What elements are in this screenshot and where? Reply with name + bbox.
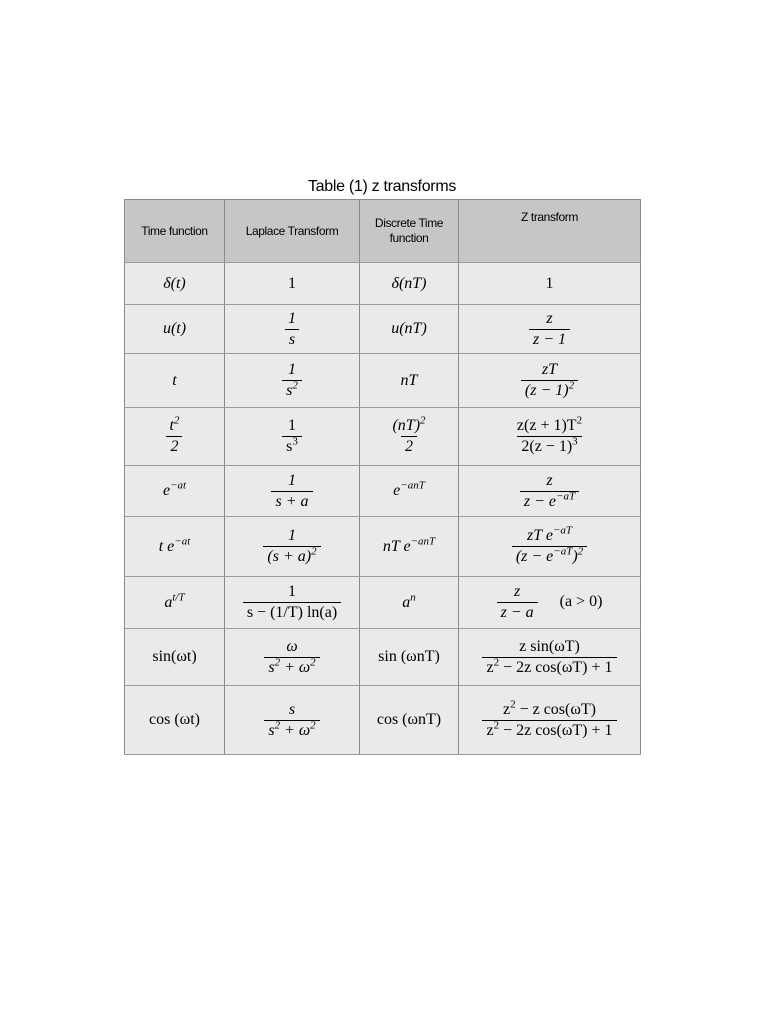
cell-z-transform <box>459 263 641 305</box>
cell-discrete <box>360 263 459 305</box>
cell-text: t <box>172 371 177 389</box>
denominator: $s^2 + \omega^2$ <box>264 720 319 740</box>
fraction <box>497 583 538 622</box>
superscript: 2 <box>310 719 316 732</box>
table-row <box>125 466 641 517</box>
numerator: 1 <box>288 527 296 544</box>
numerator: zT <box>541 361 558 378</box>
numerator: $z^2 - z$ cos(ωT) <box>502 698 596 718</box>
denominator: $z - e^{-aT}$ <box>520 491 579 511</box>
superscript: n <box>410 591 416 604</box>
cell-z-transform <box>459 629 641 686</box>
superscript: 2 <box>292 379 298 392</box>
cell-text: sin (ωnT) <box>378 648 440 665</box>
cell-z-transform <box>459 577 641 629</box>
superscript: 2 <box>576 414 583 427</box>
header-discrete-label: Discrete Time function <box>374 216 444 245</box>
condition-text: (a > 0) <box>559 593 603 611</box>
fraction <box>264 638 319 677</box>
numerator: 1 <box>288 309 296 327</box>
cell-discrete <box>360 517 459 577</box>
cell-time-function <box>125 263 225 305</box>
numerator: zT $e^{-aT}$ <box>527 524 572 544</box>
cell-text: cos (ωt) <box>149 711 200 728</box>
fraction <box>529 310 570 349</box>
cell-text: 1 <box>545 274 554 292</box>
cell-text: nT <box>400 371 418 389</box>
cell-laplace <box>225 686 360 755</box>
cell-text: t $e^{-at}$ <box>158 535 191 555</box>
superscript: −anT <box>400 479 425 492</box>
cell-text: cos (ωnT) <box>376 711 442 728</box>
cell-discrete <box>360 408 459 466</box>
denominator: 2 <box>166 436 182 456</box>
denominator: $(s + a)^2$ <box>263 546 320 566</box>
denominator: $z^2 - 2z$ cos(ωT) + 1 <box>482 720 616 740</box>
cell-time-function <box>125 629 225 686</box>
fraction <box>271 472 312 511</box>
numerator: z <box>546 471 553 489</box>
superscript: 2 <box>493 719 500 732</box>
denominator: 2 <box>401 436 417 456</box>
fraction <box>284 310 300 349</box>
fraction <box>243 583 341 622</box>
denominator: z − 1 <box>529 329 570 349</box>
cell-laplace <box>225 466 360 517</box>
cell-z-transform <box>459 686 641 755</box>
cell-discrete <box>360 629 459 686</box>
superscript: 2 <box>568 379 575 392</box>
cell-time-function <box>125 305 225 354</box>
cell-laplace <box>225 577 360 629</box>
table-row <box>125 408 641 466</box>
cell-text: u(t) <box>162 320 187 337</box>
header-row <box>125 200 641 263</box>
fraction <box>388 414 429 456</box>
header-discrete-time-function <box>360 200 459 263</box>
numerator: 1 <box>287 417 296 434</box>
fraction <box>512 524 587 566</box>
numerator: $t^2$ <box>169 414 180 434</box>
cell-z-transform <box>459 305 641 354</box>
numerator: z <box>546 309 553 327</box>
fraction <box>282 361 302 400</box>
fraction <box>166 414 184 456</box>
fraction <box>482 638 616 677</box>
header-z-transform: Z transform <box>459 200 641 263</box>
numerator: z sin(ωT) <box>519 637 580 655</box>
cell-text: $e^{-anT}$ <box>393 479 425 499</box>
denominator: $z^2 - 2z$ cos(ωT) + 1 <box>482 657 616 677</box>
cell-discrete <box>360 354 459 408</box>
cell-text: 1 <box>288 274 296 292</box>
superscript: 3 <box>292 435 298 448</box>
cell-text: sin(ωt) <box>152 648 197 665</box>
cell-time-function <box>125 517 225 577</box>
numerator: z <box>513 583 521 600</box>
numerator: s <box>288 700 296 718</box>
cell-time-function <box>125 466 225 517</box>
cell-z-transform <box>459 408 641 466</box>
cell-text: δ(t) <box>163 274 186 292</box>
cell-discrete <box>360 577 459 629</box>
denominator: $s^2$ <box>282 380 302 400</box>
superscript: 3 <box>572 435 578 448</box>
denominator: $(z - 1)^2$ <box>521 380 578 400</box>
table-row <box>125 686 641 755</box>
header-laplace-transform: Laplace Transform <box>225 200 360 263</box>
cell-text: $a^n$ <box>402 591 416 611</box>
cell-time-function <box>125 408 225 466</box>
table-row <box>125 263 641 305</box>
table-caption: Table (1) z transforms <box>307 178 457 195</box>
cell-text: u(nT) <box>391 320 427 337</box>
cell-laplace <box>225 305 360 354</box>
table-row <box>125 629 641 686</box>
cell-laplace <box>225 629 360 686</box>
numerator: 1 <box>287 361 296 378</box>
fraction <box>263 527 320 566</box>
cell-text: $a^{t/T}$ <box>164 591 185 611</box>
denominator: s + a <box>271 491 312 511</box>
cell-time-function <box>125 577 225 629</box>
fraction <box>264 701 319 740</box>
cell-laplace <box>225 354 360 408</box>
superscript: 2 <box>173 414 180 427</box>
superscript: 2 <box>311 545 317 558</box>
numerator: 1 <box>288 471 296 489</box>
numerator: ω <box>286 637 298 655</box>
superscript: −anT <box>410 535 436 548</box>
numerator: (nT)$^2$ <box>392 414 426 434</box>
header-time-function: Time function <box>125 200 225 263</box>
denominator: z − a <box>497 602 538 622</box>
cell-laplace <box>225 408 360 466</box>
cell-time-function <box>125 354 225 408</box>
cell-z-transform <box>459 517 641 577</box>
superscript: 2 <box>510 698 516 711</box>
cell-text: $e^{-at}$ <box>162 479 187 499</box>
cell-text: δ(nT) <box>391 274 427 292</box>
fraction <box>521 361 578 400</box>
cell-z-transform <box>459 466 641 517</box>
superscript: −aT <box>553 545 573 558</box>
denominator: $s^3$ <box>282 436 302 456</box>
cell-discrete <box>360 305 459 354</box>
table-row <box>125 517 641 577</box>
denominator: s − (1/T) ln(a) <box>243 602 341 622</box>
fraction <box>520 472 579 511</box>
table-row <box>125 577 641 629</box>
cell-text: nT $e^{-anT}$ <box>382 535 436 555</box>
fraction <box>513 414 586 456</box>
superscript: 2 <box>310 656 316 669</box>
superscript: −aT <box>552 524 572 537</box>
fraction <box>482 698 616 740</box>
cell-laplace <box>225 263 360 305</box>
superscript: −at <box>174 535 191 548</box>
superscript: −aT <box>556 490 576 503</box>
denominator: s <box>285 329 299 349</box>
cell-discrete <box>360 466 459 517</box>
superscript: 2 <box>274 719 281 732</box>
superscript: 2 <box>420 414 426 427</box>
z-transform-table <box>124 199 641 755</box>
numerator: $z(z + 1)T^2$ <box>516 414 583 434</box>
table-row <box>125 305 641 354</box>
superscript: 2 <box>493 656 500 669</box>
denominator: $s^2 + \omega^2$ <box>264 657 319 677</box>
numerator: 1 <box>287 583 296 600</box>
superscript: t/T <box>172 591 185 604</box>
superscript: 2 <box>577 545 584 558</box>
fraction <box>282 417 302 456</box>
cell-laplace <box>225 517 360 577</box>
cell-time-function <box>125 686 225 755</box>
superscript: −at <box>170 479 187 492</box>
cell-z-transform <box>459 354 641 408</box>
denominator: $2(z - 1)^3$ <box>517 436 581 456</box>
superscript: 2 <box>274 656 281 669</box>
cell-discrete <box>360 686 459 755</box>
table-row <box>125 354 641 408</box>
denominator: $(z - e^{-aT})^2$ <box>512 546 587 566</box>
